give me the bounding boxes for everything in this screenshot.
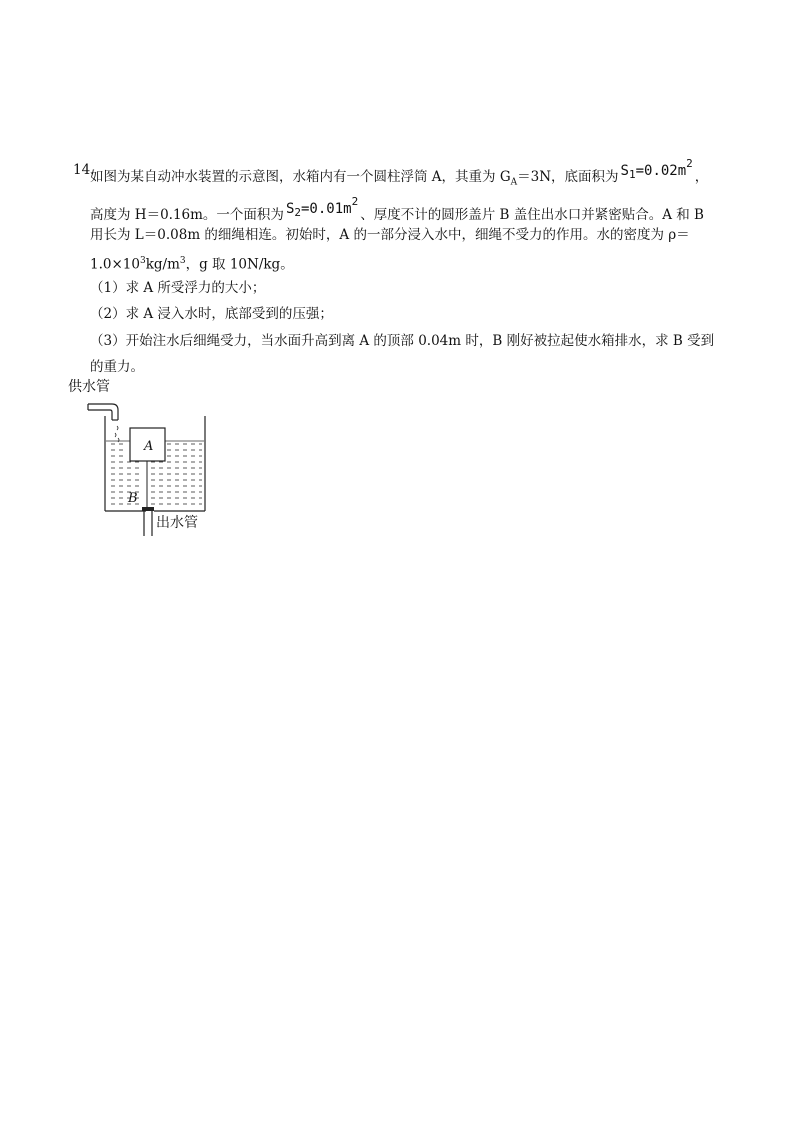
question-number: 14．: [73, 162, 104, 178]
supply-pipe-label: 供水管: [68, 379, 110, 395]
formula-superscript: 2: [351, 195, 359, 208]
formula-superscript: 2: [686, 157, 693, 170]
outlet-pipe: [144, 511, 152, 536]
formula-s1: [621, 154, 693, 185]
formula-subscript: 1: [628, 168, 636, 181]
text-segment: 高度为 H＝0.16m。一个面积为: [90, 207, 284, 223]
formula-s2: [286, 192, 358, 223]
cover-b-label: B: [128, 491, 138, 506]
text-segment: kg/m: [145, 256, 180, 273]
question-line-3: 用长为 L＝0.08m 的细绳相连。初始时，A 的一部分浸入水中，细绳不受力的作用。水的密度为 ρ＝: [90, 227, 690, 243]
question-part-1: （1）求 A 所受浮力的大小；: [90, 280, 266, 296]
superscript: 3: [139, 256, 146, 266]
text-segment: 、厚度不计的圆形盖片 B 盖住出水口并紧密贴合。A 和 B: [360, 207, 704, 223]
supply-pipe: [88, 404, 118, 420]
water-drops: [115, 426, 119, 442]
formula-symbol: S: [620, 163, 629, 179]
formula-symbol: S: [285, 201, 295, 217]
subscript-a: A: [510, 177, 518, 188]
cover-b: [142, 507, 154, 511]
formula-value: =0.01m: [301, 201, 352, 217]
apparatus-figure: [60, 376, 220, 541]
text-segment: ，g 取 10N/kg。: [185, 256, 294, 273]
apparatus-diagram: [60, 376, 220, 541]
question-part-3-cont: 的重力。: [90, 359, 144, 375]
text-segment: ＝3N，底面积为: [517, 169, 619, 185]
question-part-2: （2）求 A 浸入水时，底部受到的压强；: [90, 306, 333, 322]
float-a-label: A: [144, 439, 154, 454]
question-line-1: [90, 157, 709, 193]
question-part-3: （3）开始注水后细绳受力，当水面升高到离 A 的顶部 0.04m 时，B 刚好被拉起使水箱排水，求 B 受到: [90, 333, 715, 349]
text-segment: 1.0×10: [90, 256, 140, 273]
question-line-4: [90, 251, 294, 275]
superscript: 3: [179, 256, 186, 266]
outlet-pipe-label: 出水管: [156, 515, 198, 531]
text-segment: ，: [694, 169, 709, 185]
text-segment: 如图为某自动冲水装置的示意图，水箱内有一个圆柱浮筒 A，其重为 G: [90, 169, 511, 185]
formula-value: =0.02m: [635, 163, 687, 179]
formula-subscript: 2: [294, 206, 301, 219]
